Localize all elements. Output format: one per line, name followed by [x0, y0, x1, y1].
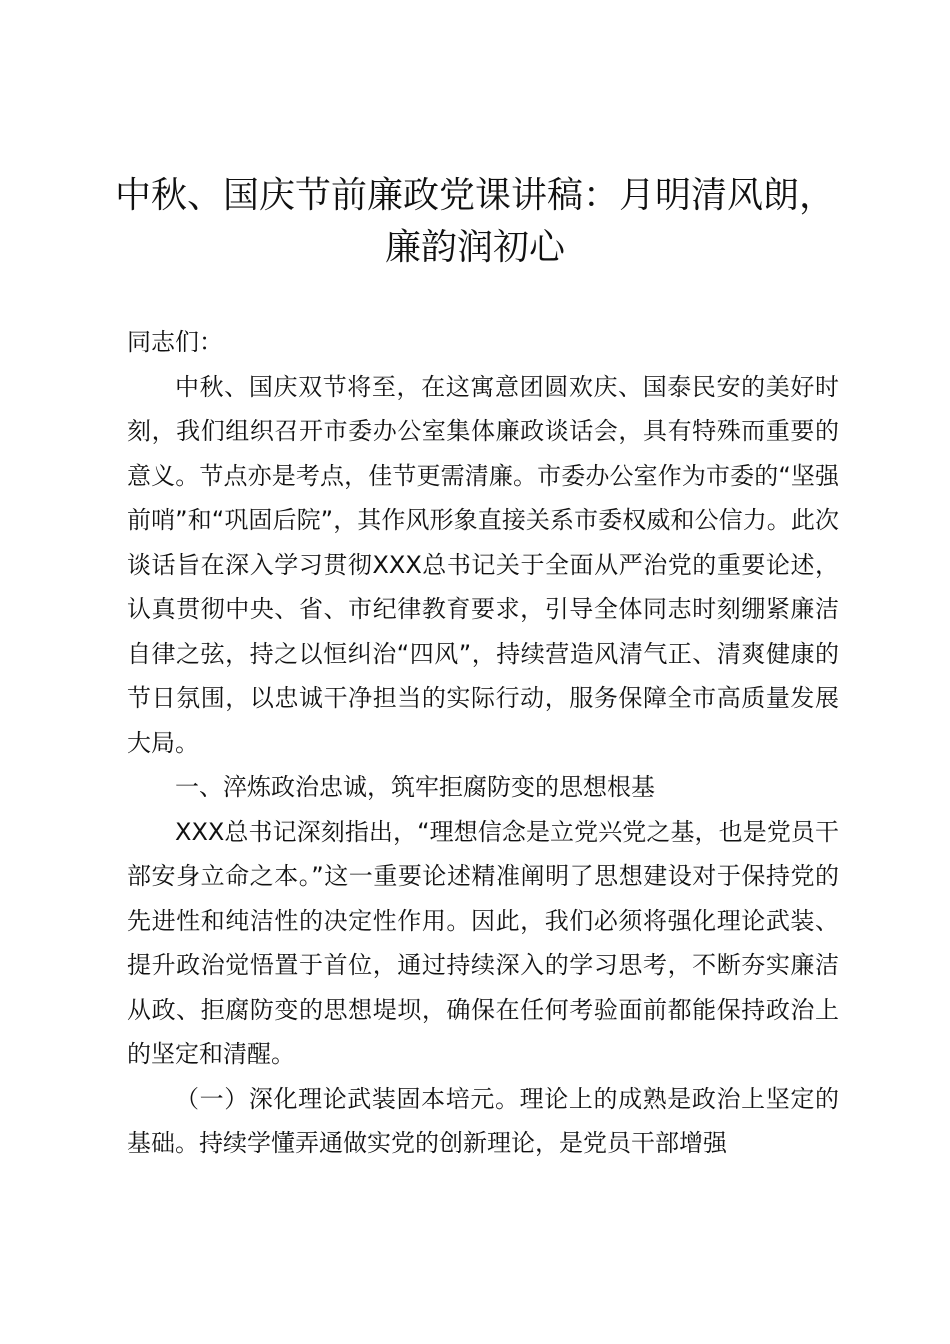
document-body — [127, 320, 839, 1166]
title-line-2: 廉韵润初心 — [384, 227, 565, 268]
intro-paragraph: 中秋、国庆双节将至，在这寓意团圆欢庆、国泰民安的美好时刻，我们组织召开市委办公室集体廉政谈话会，具有特殊而重要的意义。节点亦是考点，佳节更需清廉。市委办公室作为市委的“坚强前哨”和“巩固后院”，其作风形象直接关系市委权威和公信力。此次谈话旨在深入学习贯彻XXX总书记关于全面从严治党的重要论述，认真贯彻中央、省、市纪律教育要求，引导全体同志时刻绷紧廉洁自律之弦，持之以恒纠治“四风”，持续营造风清气正、清爽健康的节日氛围，以忠诚干净担当的实际行动，服务保障全市高质量发展大局。 — [127, 372, 839, 757]
section-heading-1: 一、淬炼政治忠诚，筑牢拒腐防变的思想根基 — [175, 773, 655, 801]
subsection-1-paragraph: （一）深化理论武装固本培元。理论上的成熟是政治上坚定的基础。持续学懂弄通做实党的创新理论，是党员干部增强 — [127, 1084, 839, 1157]
section-1-paragraph: XXX总书记深刻指出，“理想信念是立党兴党之基，也是党员干部安身立命之本。”这一重要论述精准阐明了思想建设对于保持党的先进性和纯洁性的决定性作用。因此，我们必须将强化理论武装、提升政治觉悟置于首位，通过持续深入的学习思考，不断夯实廉洁从政、拒腐防变的思想堤坝，确保在任何考验面前都能保持政治上的坚定和清醒。 — [127, 817, 839, 1068]
greeting: 同志们： — [127, 328, 223, 356]
document-title — [100, 170, 850, 274]
title-line-1: 中秋、国庆节前廉政党课讲稿：月明清风朗， — [114, 175, 835, 216]
